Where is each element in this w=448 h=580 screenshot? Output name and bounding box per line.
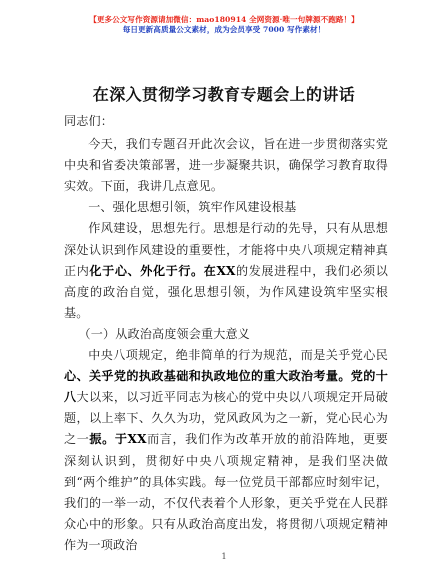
emphasis-text: 振。于XX: [89, 432, 147, 447]
promo-banner-line2: 每日更新高质量公文素材，成为会员享受 7000 写作素材！: [122, 25, 326, 34]
emphasis-text: 心、关乎党的执政基础和执政地位的重大政治考量。党的十八: [64, 369, 388, 405]
paragraph-text: 而言，我们作为改革开放的前沿阵地，更要深刻认识到，贯彻好中央八项规定精神，是我们坚决做到“两个维护”的具体实践。每一位党员干部都应时刻牢记，我们的一举一动，不仅代表着个人形象，更关乎党在人民群众心中的形象。只有从政治高度出发，将贯彻八项规定精神作为一项政治: [64, 432, 388, 552]
intro-paragraph: 今天，我们专题召开此次会议，旨在进一步贯彻落实党中央和省委决策部署，进一步凝聚共识，确保学习教育取得实效。下面，我讲几点意见。: [64, 137, 388, 194]
body-paragraph-1: [64, 218, 388, 323]
paragraph-text: 大以来，以习近平同志为核心的党中央以八项规定开局破题，以上率下、久久为功，党风政风为之一新，党心民心为之一: [64, 390, 388, 447]
document-body: [64, 111, 388, 556]
page-number: 1: [221, 552, 227, 561]
emphasis-text: 化于心、外化于行。在XX: [89, 263, 236, 278]
paragraph-text: 中央八项规定，绝非简单的行为规范，而是关乎党心民: [88, 348, 388, 363]
subsection-heading-1: （一）从政治高度领会重大意义: [78, 326, 250, 341]
promo-banner-line1: 【更多公文写作资源请加微信：mao180914 全网资源·唯一句牌源不跑路！】: [89, 15, 359, 24]
salutation: 同志们：: [64, 114, 113, 128]
paragraph-text: 的发展进程中，我们必须以高度的政治自觉，强化思想引领，为作风建设筑牢坚实根基。: [64, 263, 388, 320]
section-heading-1: 一、强化思想引领，筑牢作风建设根基: [88, 200, 297, 215]
paragraph-text: 作风建设，思想先行。思想是行动的先导，只有从思想深处认识到作风建设的重要性，才能将中央八项规定精神真正内: [64, 221, 388, 278]
body-paragraph-2: [64, 345, 388, 556]
document-title: 在深入贯彻学习教育专题会上的讲话: [92, 85, 356, 104]
